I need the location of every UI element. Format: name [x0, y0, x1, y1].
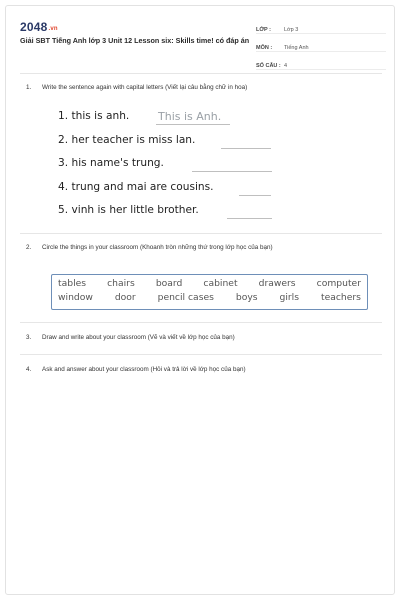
word-window[interactable]: window — [58, 292, 93, 303]
meta-subject-value: Tiếng Anh — [284, 45, 309, 51]
question-2-text: Circle the things in your classroom (Khoanh tròn những thứ trong lớp học của bạn) — [42, 244, 273, 251]
word-door[interactable]: door — [114, 292, 136, 303]
meta-class-value: Lớp 3 — [284, 27, 299, 33]
word-tables[interactable]: tables — [58, 278, 87, 289]
meta-count-value: 4 — [284, 63, 288, 69]
exercise-item-5-text: 5. vinh is her little brother. — [58, 204, 199, 216]
section-divider-1 — [20, 233, 382, 234]
word-drawers[interactable]: drawers — [258, 278, 296, 289]
word-row-1 — [58, 278, 361, 292]
word-boys[interactable]: boys — [235, 292, 258, 303]
site-logo[interactable] — [20, 20, 58, 34]
exercise-item-4-text: 4. trung and mai are cousins. — [58, 180, 214, 193]
logo-text: 2048 — [20, 20, 48, 34]
exercise-item-1-text: 1. this is anh. — [58, 110, 130, 122]
exercise-item-3-text: 3. his name's trung. — [58, 157, 164, 169]
meta-class-row — [256, 20, 386, 34]
answer-line-1[interactable] — [156, 110, 230, 125]
header-divider — [20, 73, 382, 74]
question-3-heading — [26, 334, 235, 341]
word-girls[interactable]: girls — [279, 292, 300, 303]
answer-line-2[interactable] — [221, 148, 271, 149]
question-4-heading — [26, 366, 246, 373]
answer-line-3[interactable] — [192, 171, 272, 172]
answer-line-4[interactable] — [239, 195, 271, 196]
answer-1-text: This is Anh. — [158, 110, 222, 123]
question-1-number: 1. — [26, 84, 32, 91]
word-computer[interactable]: computer — [316, 278, 361, 289]
worksheet-page — [5, 5, 395, 595]
question-3-number: 3. — [26, 334, 32, 341]
word-row-2 — [58, 292, 361, 306]
exercise-item-2-text: 2. her teacher is miss lan. — [58, 133, 196, 146]
document-title: Giải SBT Tiếng Anh lớp 3 Unit 12 Lesson six: Skills time! có đáp án — [20, 36, 250, 45]
question-4-number: 4. — [26, 366, 32, 373]
word-teachers[interactable]: teachers — [320, 292, 361, 303]
meta-count-label: SỐ CÂU : — [256, 63, 281, 69]
meta-count-row — [256, 56, 386, 70]
section-divider-2 — [20, 322, 382, 323]
question-4-text: Ask and answer about your classroom (Hỏi và trả lời về lớp học của bạn) — [42, 366, 246, 373]
answer-line-5[interactable] — [227, 218, 272, 219]
word-cabinet[interactable]: cabinet — [203, 278, 238, 289]
meta-subject-label: MÔN : — [256, 45, 273, 51]
question-1-heading — [26, 84, 247, 91]
question-3-text: Draw and write about your classroom (Vẽ và viết về lớp học của bạn) — [42, 334, 235, 341]
logo-suffix: .vn — [48, 26, 58, 32]
question-1-text: Write the sentence again with capital letters (Viết lại câu bằng chữ in hoa) — [42, 84, 248, 91]
meta-class-label: LỚP : — [256, 27, 271, 33]
word-box — [51, 274, 368, 310]
question-2-heading — [26, 244, 273, 251]
question-2-number: 2. — [26, 244, 32, 251]
section-divider-3 — [20, 354, 382, 355]
word-board[interactable]: board — [155, 278, 183, 289]
word-chairs[interactable]: chairs — [107, 278, 135, 289]
meta-subject-row — [256, 38, 386, 52]
document-meta — [256, 20, 386, 74]
word-pencil-cases[interactable]: pencil cases — [157, 292, 214, 303]
